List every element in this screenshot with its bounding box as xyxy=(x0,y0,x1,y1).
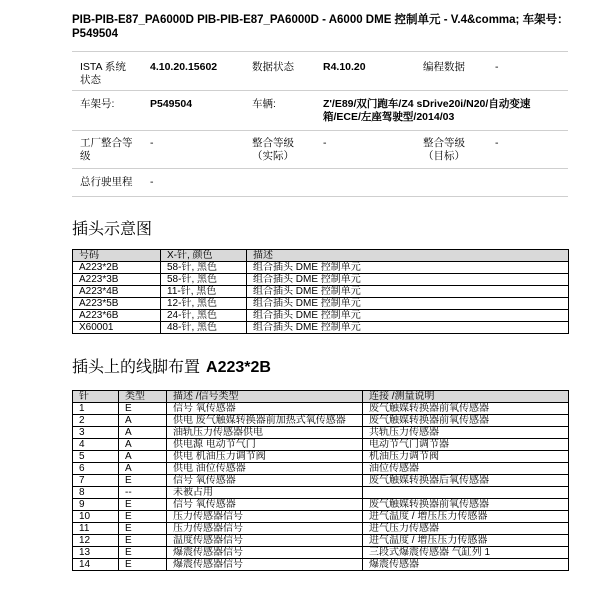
pin-description: 信号 氧传感器 xyxy=(167,475,363,487)
pin-type: E xyxy=(119,559,167,571)
pin-section-title-text: 插头上的线脚布置 xyxy=(72,359,201,376)
pin-connection: 废气触媒转换器后氧传感器 xyxy=(363,475,569,487)
table-row xyxy=(73,463,569,475)
ista-value: 4.10.20.15602 xyxy=(150,61,218,73)
connector-pins: 58-针, 黑色 xyxy=(161,262,247,274)
target-integration-label: 整合等级（目标） xyxy=(423,137,465,162)
pin-type: A xyxy=(119,439,167,451)
connector-desc: 组合插头 DME 控制单元 xyxy=(247,274,569,286)
pin-description: 供电源 电动节气门 xyxy=(167,439,363,451)
table-row xyxy=(73,274,569,286)
factory-integration-label: 工厂整合等级 xyxy=(80,137,133,162)
pin-number: 7 xyxy=(73,475,119,487)
pin-description: 信号 氧传感器 xyxy=(167,499,363,511)
connector-table xyxy=(72,249,569,334)
pin-description: 温度传感器信号 xyxy=(167,535,363,547)
pin-number: 2 xyxy=(73,415,119,427)
pin-type: A xyxy=(119,451,167,463)
table-row xyxy=(73,559,569,571)
table-row xyxy=(73,415,569,427)
pin-type: E xyxy=(119,499,167,511)
table-row xyxy=(73,298,569,310)
data-status-label: 数据状态 xyxy=(252,61,294,73)
vin-value: P549504 xyxy=(150,98,193,110)
pin-connection: 废气触媒转换器前氧传感器 xyxy=(363,403,569,415)
connector-desc: 组合插头 DME 控制单元 xyxy=(247,322,569,334)
pin-type: -- xyxy=(119,487,167,499)
pin-description: 未被占用 xyxy=(167,487,363,499)
header-description: 描述 xyxy=(247,250,569,262)
pin-connection: 废气触媒转换器前氧传感器 xyxy=(363,499,569,511)
page-title: PIB-PIB-E87_PA6000D PIB-PIB-E87_PA6000D - A6000 DME 控制单元 - V.4&comma; 车架号：P549504 xyxy=(72,14,569,40)
table-row xyxy=(73,547,569,559)
mileage-value: - xyxy=(150,176,154,188)
header-pin: 针 xyxy=(73,391,119,403)
table-row xyxy=(73,262,569,274)
actual-integration-value: - xyxy=(323,137,327,149)
table-row xyxy=(73,499,569,511)
connector-table-header xyxy=(73,250,569,262)
programming-data-value: - xyxy=(495,61,499,73)
pin-number: 3 xyxy=(73,427,119,439)
pin-connection: 进气温度 / 增压压力传感器 xyxy=(363,535,569,547)
connector-desc: 组合插头 DME 控制单元 xyxy=(247,286,569,298)
pin-description: 供电 机油压力调节阀 xyxy=(167,451,363,463)
pin-table xyxy=(72,390,569,571)
pin-description: 信号 氧传感器 xyxy=(167,403,363,415)
connector-desc: 组合插头 DME 控制单元 xyxy=(247,310,569,322)
pin-number: 10 xyxy=(73,511,119,523)
connector-pins: 48-针, 黑色 xyxy=(161,322,247,334)
vin-label: 车架号: xyxy=(80,98,115,110)
actual-integration-label: 整合等级（实际） xyxy=(252,137,294,162)
ista-label: ISTA 系统状态 xyxy=(80,61,126,86)
table-row xyxy=(73,451,569,463)
pin-description: 供电 油位传感器 xyxy=(167,463,363,475)
table-row xyxy=(73,475,569,487)
connector-code: A223*4B xyxy=(73,286,161,298)
info-divider-1 xyxy=(72,90,568,91)
pin-connection: 电动节气门调节器 xyxy=(363,439,569,451)
pin-type: E xyxy=(119,523,167,535)
vehicle-label: 车辆: xyxy=(252,98,276,110)
pin-connection: 废气触媒转换器前氧传感器 xyxy=(363,415,569,427)
table-row xyxy=(73,286,569,298)
table-row xyxy=(73,322,569,334)
connector-code: A223*6B xyxy=(73,310,161,322)
connector-code: X60001 xyxy=(73,322,161,334)
pin-connection xyxy=(363,487,569,499)
info-divider-bottom xyxy=(72,196,568,197)
pin-type: A xyxy=(119,415,167,427)
pin-description: 供电 废气触媒转换器前加热式氧传感器 xyxy=(167,415,363,427)
connector-pins: 11-针, 黑色 xyxy=(161,286,247,298)
pin-connection: 机油压力调节阀 xyxy=(363,451,569,463)
connector-code: A223*5B xyxy=(73,298,161,310)
factory-integration-value: - xyxy=(150,137,154,149)
pin-type: A xyxy=(119,427,167,439)
pin-type: A xyxy=(119,463,167,475)
pin-number: 9 xyxy=(73,499,119,511)
pin-number: 5 xyxy=(73,451,119,463)
pin-description: 油轨压力传感器供电 xyxy=(167,427,363,439)
info-divider-3 xyxy=(72,168,568,169)
pin-connection: 进气压力传感器 xyxy=(363,523,569,535)
pin-number: 13 xyxy=(73,547,119,559)
connector-pins: 58-针, 黑色 xyxy=(161,274,247,286)
pin-number: 12 xyxy=(73,535,119,547)
info-divider-2 xyxy=(72,130,568,131)
table-row xyxy=(73,310,569,322)
connector-desc: 组合插头 DME 控制单元 xyxy=(247,262,569,274)
header-pins-color: X-针, 颜色 xyxy=(161,250,247,262)
connector-section-title: 插头示意图 xyxy=(72,221,153,238)
pin-type: E xyxy=(119,511,167,523)
pin-type: E xyxy=(119,403,167,415)
info-divider-top xyxy=(72,51,568,52)
table-row xyxy=(73,535,569,547)
connector-code: A223*2B xyxy=(73,262,161,274)
header-signal-desc: 描述 /信号类型 xyxy=(167,391,363,403)
table-row xyxy=(73,427,569,439)
pin-number: 8 xyxy=(73,487,119,499)
pin-description: 爆震传感器信号 xyxy=(167,547,363,559)
pin-description: 爆震传感器信号 xyxy=(167,559,363,571)
connector-pins: 24-针, 黑色 xyxy=(161,310,247,322)
data-status-value: R4.10.20 xyxy=(323,61,366,73)
pin-number: 4 xyxy=(73,439,119,451)
pin-connection: 油位传感器 xyxy=(363,463,569,475)
connector-desc: 组合插头 DME 控制单元 xyxy=(247,298,569,310)
connector-pins: 12-针, 黑色 xyxy=(161,298,247,310)
table-row xyxy=(73,523,569,535)
pin-number: 1 xyxy=(73,403,119,415)
pin-type: E xyxy=(119,535,167,547)
pin-description: 压力传感器信号 xyxy=(167,523,363,535)
pin-connection: 共轨压力传感器 xyxy=(363,427,569,439)
connector-code: A223*3B xyxy=(73,274,161,286)
target-integration-value: - xyxy=(495,137,499,149)
pin-connection: 三段式爆震传感器 气缸列 1 xyxy=(363,547,569,559)
pin-type: E xyxy=(119,475,167,487)
pin-connection: 爆震传感器 xyxy=(363,559,569,571)
table-row xyxy=(73,487,569,499)
pin-section-connector-code: A223*2B xyxy=(206,359,271,376)
pin-type: E xyxy=(119,547,167,559)
table-row xyxy=(73,439,569,451)
pin-table-header xyxy=(73,391,569,403)
header-type: 类型 xyxy=(119,391,167,403)
table-row xyxy=(73,511,569,523)
pin-number: 6 xyxy=(73,463,119,475)
pin-description: 压力传感器信号 xyxy=(167,511,363,523)
pin-number: 11 xyxy=(73,523,119,535)
pin-section-title xyxy=(72,358,271,378)
programming-data-label: 编程数据 xyxy=(423,61,465,73)
pin-connection: 进气温度 / 增压压力传感器 xyxy=(363,511,569,523)
mileage-label: 总行驶里程 xyxy=(80,176,133,188)
header-number: 号码 xyxy=(73,250,161,262)
header-connection: 连接 /测量说明 xyxy=(363,391,569,403)
vehicle-value: Z'/E89/双门跑车/Z4 sDrive20i/N20/自动变速箱/ECE/左座驾驶型/2014/03 xyxy=(323,98,531,123)
pin-number: 14 xyxy=(73,559,119,571)
table-row xyxy=(73,403,569,415)
